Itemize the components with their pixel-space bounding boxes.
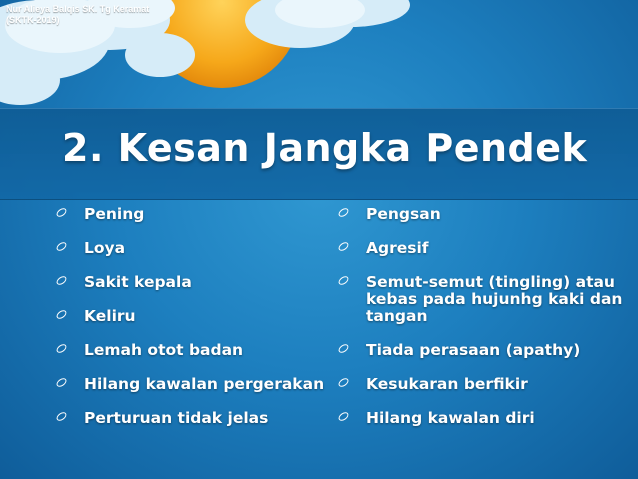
bullet-icon [337,410,350,422]
list-item-text: Agresif [366,239,429,257]
list-item [54,410,339,427]
list-item [336,274,626,325]
slide-title: 2. Kesan Jangka Pendek [62,126,588,170]
right-bullet-list [336,206,626,444]
bullet-icon [337,206,350,218]
list-item-text: Pening [84,205,145,223]
list-item-text: Perturuan tidak jelas [84,409,269,427]
bullet-icon [55,376,68,388]
list-item-text: Tiada perasaan (apathy) [366,341,581,359]
list-item-text: Hilang kawalan diri [366,409,535,427]
bullet-icon [55,240,68,252]
bullet-icon [337,240,350,252]
list-item [54,376,339,393]
list-item-text: Semut-semut (tingling) atau kebas pada hujunhg kaki dan tangan [366,273,623,325]
bullet-icon [337,342,350,354]
list-item-text: Kesukaran berfikir [366,375,528,393]
bullet-icon [55,274,68,286]
bullet-icon [55,410,68,422]
bullet-icon [55,308,68,320]
list-item [54,206,339,223]
list-item [336,240,626,257]
list-item-text: Sakit kepala [84,273,192,291]
list-item-text: Hilang kawalan pergerakan [84,375,325,393]
list-item-text: Lemah otot badan [84,341,244,359]
bullet-icon [55,342,68,354]
bullet-icon [337,274,350,286]
list-item [336,410,626,427]
author-credit: Nur Alieya Balqis SK. Tg Keramat (SKTK-2019) [6,4,150,25]
list-item [54,308,339,325]
list-item-text: Keliru [84,307,136,325]
list-item [336,342,626,359]
list-item [54,274,339,291]
list-item-text: Loya [84,239,126,257]
bullet-icon [337,376,350,388]
list-item-text: Pengsan [366,205,441,223]
list-item [336,206,626,223]
list-item [54,342,339,359]
bullet-icon [55,206,68,218]
left-bullet-list [54,206,339,444]
list-item [54,240,339,257]
list-item [336,376,626,393]
